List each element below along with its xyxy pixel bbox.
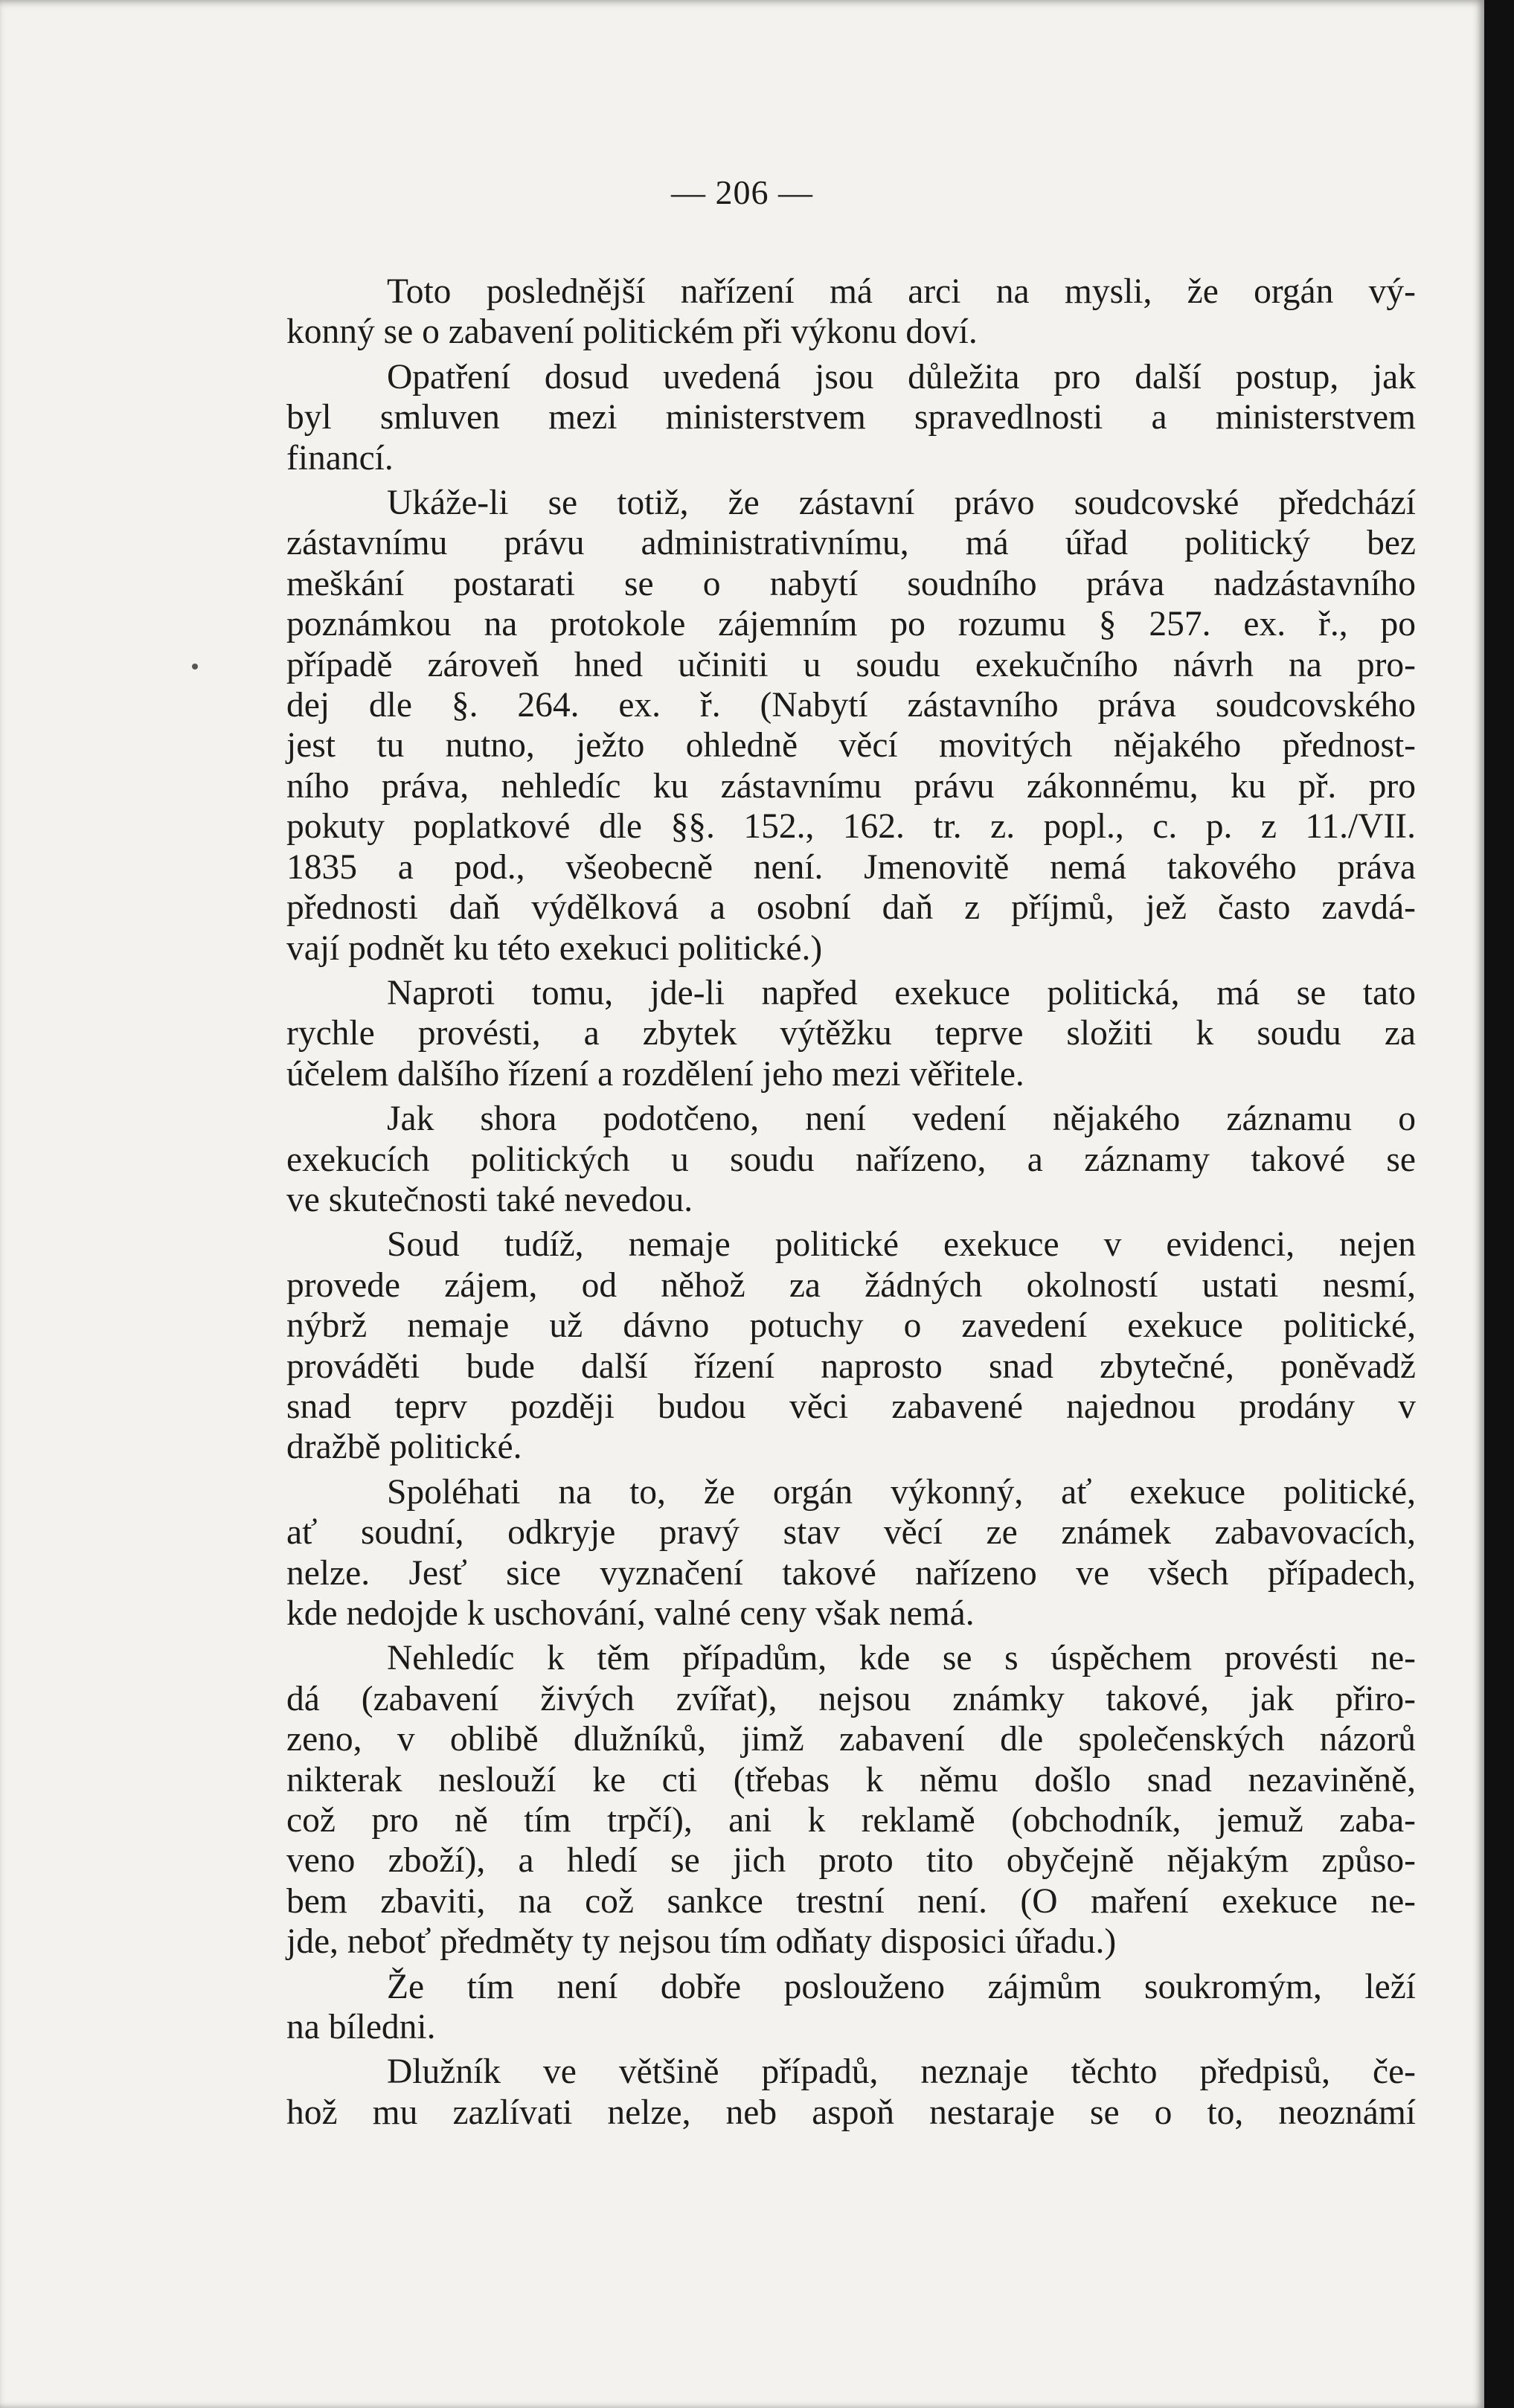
text-line: zeno, v oblibě dlužníků, jimž zabavení dle společenských názorů — [286, 1720, 1416, 1759]
text-line: byl smluven mezi ministerstvem spravedlnosti a ministerstvem — [286, 398, 1416, 437]
page-number: — 206 — — [671, 173, 813, 211]
text-line: Že tím není dobře poslouženo zájmům soukromým, leží — [387, 1967, 1416, 2006]
paragraph-5 — [286, 1099, 1416, 1220]
text-line: financí. — [286, 438, 394, 478]
paragraph-9 — [286, 1967, 1416, 2048]
paragraph-3 — [286, 483, 1416, 969]
text-line: ního práva, nehledíc ku zástavnímu právu zákonnému, ku př. pro — [286, 766, 1416, 806]
text-line: Soud tudíž, nemaje politické exekuce v evidenci, nejen — [387, 1225, 1416, 1265]
paragraph-6 — [286, 1224, 1416, 1467]
text-line: nikterak neslouží ke cti (třebas k němu došlo snad nezaviněně, — [286, 1760, 1416, 1799]
text-line: ve skutečnosti také nevedou. — [286, 1180, 693, 1219]
text-line: Spoléhati na to, že orgán výkonný, ať exekuce politické, — [387, 1472, 1416, 1512]
paragraph-2 — [286, 357, 1416, 478]
text-line: provede zájem, od něhož za žádných okolností ustati nesmí, — [286, 1265, 1416, 1305]
paragraph-7 — [286, 1472, 1416, 1634]
text-line: dražbě politické. — [286, 1428, 522, 1467]
text-line: dej dle §. 264. ex. ř. (Nabytí zástavního práva soudcovského — [286, 686, 1416, 725]
text-line: bem zbaviti, na což sankce trestní není. (O maření exekuce ne- — [286, 1881, 1416, 1921]
text-line: veno zboží), a hledí se jich proto tito obyčejně nějakým způso- — [286, 1841, 1416, 1881]
text-line: dá (zabavení živých zvířat), nejsou známky takové, jak přiro- — [286, 1679, 1416, 1718]
paragraph-8 — [286, 1638, 1416, 1962]
body-text — [286, 272, 1416, 2133]
text-line: Ukáže-li se totiž, že zástavní právo soudcovské předchází — [387, 484, 1416, 523]
text-line: zástavnímu právu administrativnímu, má úřad politický bez — [286, 524, 1416, 563]
paragraph-4 — [286, 973, 1416, 1094]
text-line: vají podnět ku této exekuci politické.) — [286, 928, 823, 968]
text-line: případě zároveň hned učiniti u soudu exekučního návrh na pro- — [286, 645, 1416, 684]
text-line: exekucích politických u soudu nařízeno, a záznamy takové se — [286, 1140, 1416, 1179]
text-line: Toto poslednější nařízení má arci na mysli, že orgán vý- — [387, 272, 1416, 311]
paragraph-1 — [286, 272, 1416, 353]
text-line: Nehledíc k těm případům, kde se s úspěchem provésti ne- — [387, 1639, 1416, 1678]
text-line: Jak shora podotčeno, není vedení nějakého záznamu o — [387, 1099, 1416, 1139]
text-line: což pro ně tím trpčí), ani k reklamě (obchodník, jemuž zaba- — [286, 1801, 1416, 1840]
text-line: pokuty poplatkové dle §§. 152., 162. tr. z. popl., c. p. z 11./VII. — [286, 807, 1416, 847]
text-line: účelem dalšího řízení a rozdělení jeho mezi věřitele. — [286, 1054, 1024, 1094]
text-line: snad teprv později budou věci zabavené najednou prodány v — [286, 1387, 1416, 1426]
text-line: kde nedojde k uschování, valné ceny však nemá. — [286, 1594, 975, 1633]
text-line: jest tu nutno, ježto ohledně věcí movitých nějakého přednost- — [286, 726, 1416, 765]
text-line: jde, neboť předměty ty nejsou tím odňaty disposici úřadu.) — [286, 1922, 1117, 1962]
text-line: hož mu zazlívati nelze, neb aspoň nestaraje se o to, neoznámí — [286, 2093, 1416, 2132]
paragraph-10 — [286, 2052, 1416, 2133]
text-line: meškání postarati se o nabytí soudního práva nadzástavního — [286, 564, 1416, 603]
text-line: ať soudní, odkryje pravý stav věcí ze známek zabavovacích, — [286, 1513, 1416, 1553]
text-line: konný se o zabavení politickém při výkonu doví. — [286, 312, 978, 352]
text-line: rychle provésti, a zbytek výtěžku teprve složiti k soudu za — [286, 1014, 1416, 1053]
scan-speck — [192, 664, 198, 670]
text-line: přednosti daň výdělková a osobní daň z příjmů, jež často zavdá- — [286, 888, 1416, 928]
text-line: nelze. Jesť sice vyznačení takové nařízeno ve všech případech, — [286, 1553, 1416, 1593]
text-line: Opatření dosud uvedená jsou důležita pro další postup, jak — [387, 357, 1416, 396]
text-line: na bíledni. — [286, 2008, 436, 2047]
text-line: prováděti bude další řízení naprosto snad zbytečné, poněvadž — [286, 1346, 1416, 1386]
text-line: nýbrž nemaje už dávno potuchy o zavedení exekuce politické, — [286, 1306, 1416, 1346]
text-line: poznámkou na protokole zájemním po rozumu § 257. ex. ř., po — [286, 605, 1416, 644]
text-line: Naproti tomu, jde-li napřed exekuce politická, má se tato — [387, 973, 1416, 1012]
text-line: 1835 a pod., všeobecně není. Jmenovitě nemá takového práva — [286, 847, 1416, 887]
text-line: Dlužník ve většině případů, neznaje těchto předpisů, če- — [387, 2052, 1416, 2092]
scan-edge — [1484, 0, 1514, 2408]
